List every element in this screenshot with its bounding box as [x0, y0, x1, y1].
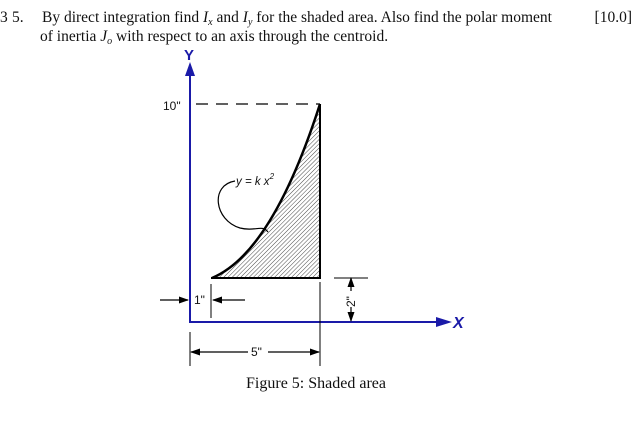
iy-subscript: y [247, 17, 253, 28]
ix-subscript: x [208, 17, 213, 28]
curve-leader-line [218, 181, 268, 232]
y-axis-label: Y [184, 47, 195, 64]
curve-equation-text: y = k x [236, 176, 270, 188]
text-segment: with respect to an axis through the centroid. [112, 28, 389, 45]
jo-variable: J [100, 28, 108, 45]
question-number: 5. [12, 9, 24, 26]
text-segment: of inertia [40, 28, 101, 45]
jo-subscript: o [107, 36, 113, 47]
width-label: 5" [251, 345, 262, 359]
x-axis-arrowhead [436, 317, 452, 327]
text-segment: and [212, 9, 243, 26]
ix-variable: I [203, 9, 209, 26]
shaded-region [212, 104, 320, 278]
base-height-label: 2" [344, 296, 358, 307]
x-axis-label: X [453, 315, 464, 332]
y-axis-arrowhead [185, 62, 195, 76]
figure-caption: Figure 5: Shaded area [246, 375, 386, 392]
iy-variable: I [242, 9, 248, 26]
text-segment: By direct integration find [42, 9, 203, 26]
marks-label: [10.0] [594, 9, 632, 26]
curve-equation-exponent: 2 [269, 172, 275, 181]
height-label: 10" [163, 99, 181, 113]
offset-label: 1" [194, 293, 205, 307]
question-prefix: 3 [0, 9, 8, 26]
curve-equation-label [235, 172, 275, 188]
text-segment: for the shaded area. Also find the polar moment [252, 9, 552, 26]
